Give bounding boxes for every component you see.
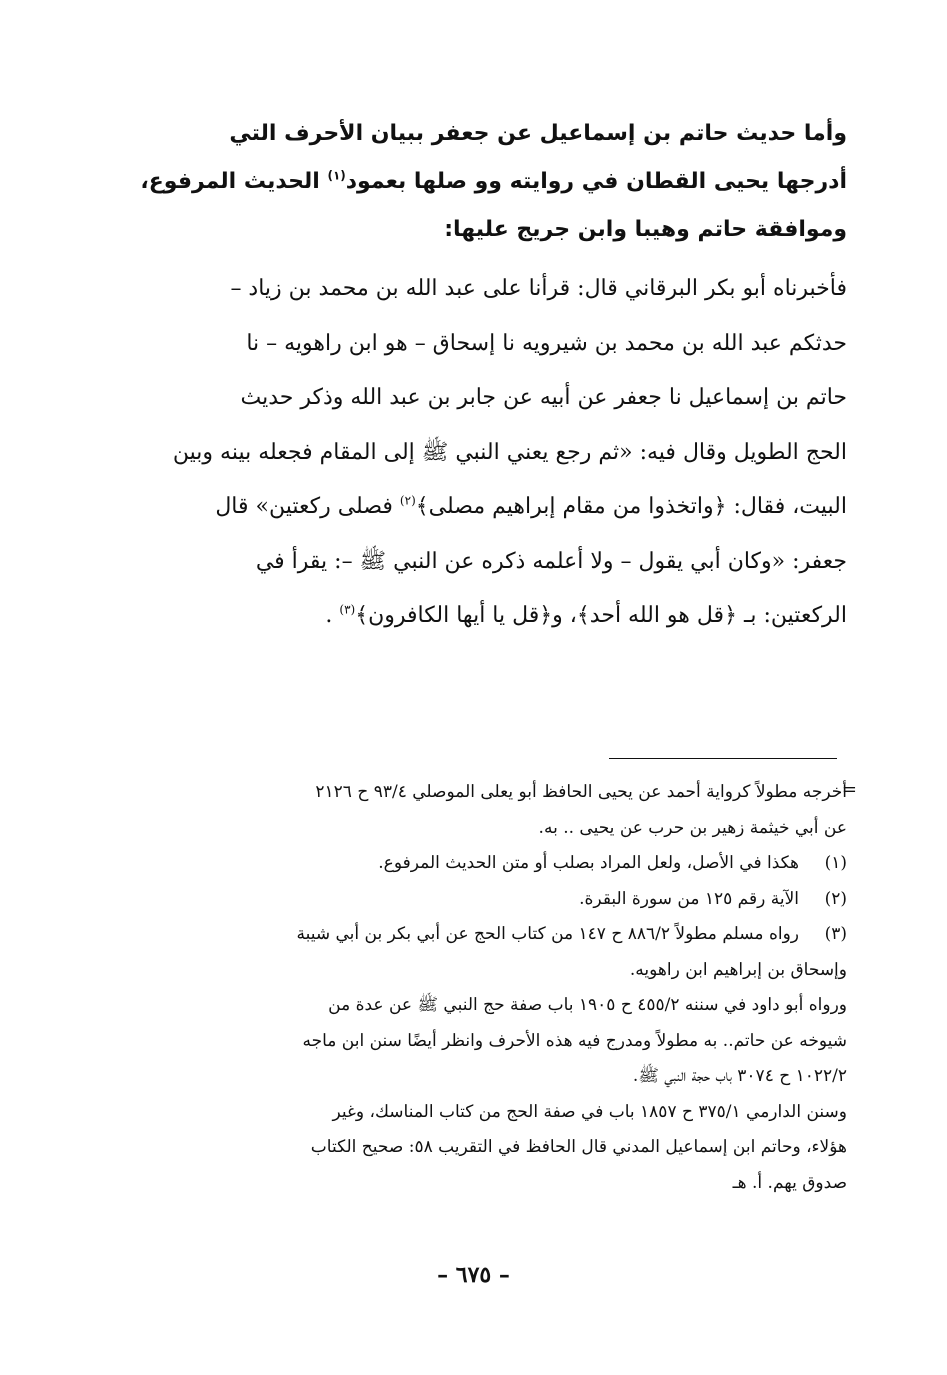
footnote-extra-line: ورواه أبو داود في سننه ٤٥٥/٢ ح ١٩٠٥ باب صفة حج النبي ﷺ عن عدة من bbox=[328, 995, 847, 1015]
footnote-text: هكذا في الأصل، ولعل المراد بصلب أو متن الحديث المرفوع. bbox=[378, 853, 799, 873]
footnote-extra-line: ١٠٢٢/٢ ح ٣٠٧٤ باب حجة النبي ﷺ. bbox=[632, 1066, 847, 1086]
footnotes bbox=[147, 775, 847, 1201]
footnote-extra-line: شيوخه عن حاتم.. به مطولاً ومدرج فيه هذه الأحرف وانظر أيضًا سنن ابن ماجه bbox=[302, 1030, 847, 1051]
footnote-ref: (٢) bbox=[399, 493, 416, 508]
heading-line-text: أدرجها يحيى القطان في روايته وو صلها بعمود bbox=[345, 169, 847, 194]
body-line: الحج الطويل وقال فيه: «ثم رجع يعني النبي ﷺ إلى المقام فجعله بينه وبين bbox=[172, 439, 847, 465]
heading-line bbox=[102, 158, 847, 206]
body-line: حدثكم عبد الله بن محمد بن شيرويه نا إسحاق – هو ابن راهويه – نا bbox=[246, 330, 847, 356]
heading-line: وموافقة حاتم وهيبا وابن جريج عليها: bbox=[444, 217, 847, 242]
heading-line-text: الحديث المرفوع، bbox=[140, 169, 320, 194]
footnote-text: الآية رقم ١٢٥ من سورة البقرة. bbox=[579, 888, 799, 909]
heading-line: وأما حديث حاتم بن إسماعيل عن جعفر ببيان الأحرف التي bbox=[229, 121, 847, 146]
footnote-text: رواه مسلم مطولاً ٨٨٦/٢ ح ١٤٧ من كتاب الحج عن أبي بكر بن أبي شيبة bbox=[296, 924, 799, 944]
footnote-number: (٢) bbox=[824, 888, 847, 909]
page-number: – ٦٧٥ – bbox=[437, 1262, 510, 1288]
body-line bbox=[102, 589, 847, 644]
body-line-text: البيت، فقال: ﴿واتخذوا من مقام إبراهيم مصلى﴾ bbox=[415, 494, 847, 519]
footnote-extra-line: هؤلاء، وحاتم ابن إسماعيل المدني قال الحافظ في التقريب ٥٨: صحيح الكتاب bbox=[310, 1137, 847, 1157]
section-heading bbox=[102, 110, 847, 254]
main-text bbox=[102, 262, 847, 644]
footnote-3-line: وإسحاق بن إبراهيم ابن راهويه. bbox=[629, 959, 847, 980]
footnote-extra-line: وسنن الدارمي ٣٧٥/١ ح ١٨٥٧ باب في صفة الحج من كتاب المناسك، وغير bbox=[332, 1101, 847, 1122]
footnote-divider bbox=[609, 758, 837, 759]
footnote-ref: (٣) bbox=[339, 602, 356, 617]
footnote-ref: (١) bbox=[327, 168, 346, 183]
body-line: فأخبرناه أبو بكر البرقاني قال: قرأنا على عبد الله بن محمد بن زياد – bbox=[230, 276, 847, 301]
footnote-number: (١) bbox=[824, 853, 847, 873]
footnote-continued-line: أخرجه مطولاً كرواية أحمد عن يحيى الحافظ أبو يعلى الموصلي ٩٣/٤ ح ٢١٢٦ bbox=[315, 782, 847, 802]
body-line: حاتم بن إسماعيل نا جعفر عن أبيه عن جابر بن عبد الله وذكر حديث bbox=[240, 385, 847, 410]
continued-mark: = bbox=[841, 779, 857, 800]
footnote-3 bbox=[147, 917, 847, 953]
footnote-1 bbox=[147, 846, 847, 882]
footnote-number: (٣) bbox=[824, 924, 847, 944]
footnote-extra-line: صدوق يهم. أ. هـ bbox=[732, 1172, 847, 1193]
body-line-text: فصلى ركعتين» قال bbox=[215, 494, 393, 519]
body-line-text: . bbox=[325, 603, 333, 628]
footnote-2 bbox=[147, 882, 847, 918]
footnote-continued-line: عن أبي خيثمة زهير بن حرب عن يحيى .. به. bbox=[538, 817, 847, 838]
body-line-text: الركعتين: بـ ﴿قل هو الله أحد﴾، و﴿قل يا أيها الكافرون﴾ bbox=[355, 603, 847, 628]
body-line bbox=[102, 480, 847, 535]
body-line: جعفر: «وكان أبي يقول – ولا أعلمه ذكره عن النبي ﷺ –: يقرأ في bbox=[255, 548, 847, 574]
